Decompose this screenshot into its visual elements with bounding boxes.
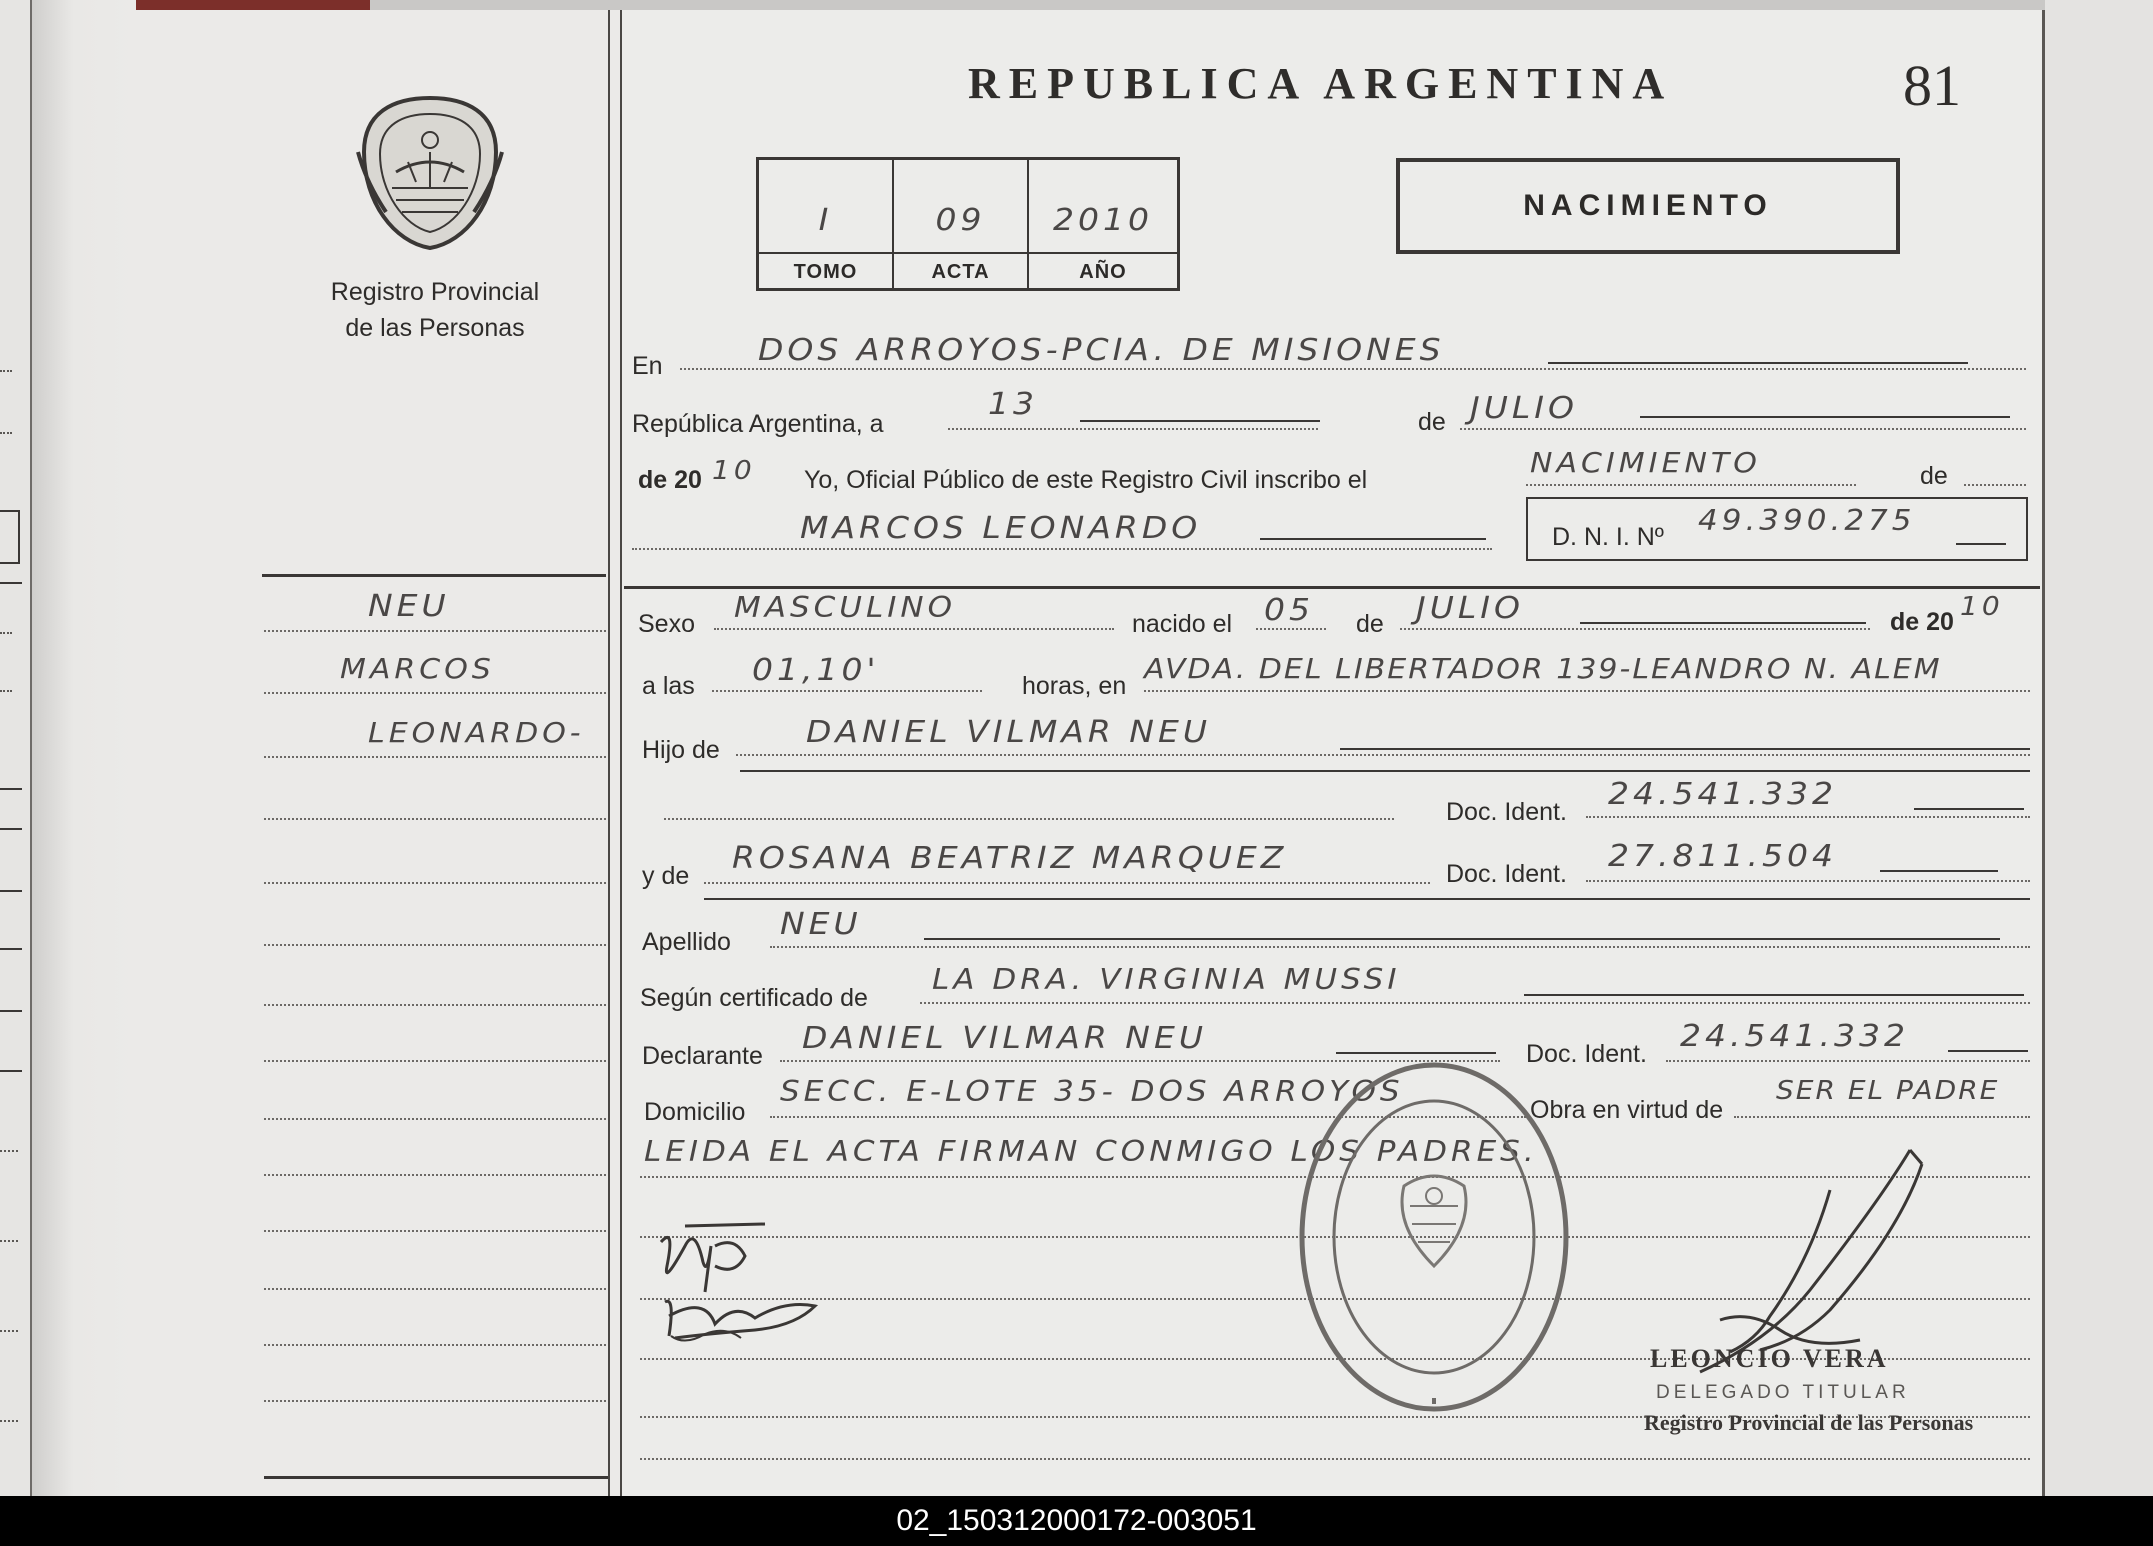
de-label-3: de xyxy=(1356,610,1384,638)
margin-line xyxy=(264,1060,606,1062)
birth-month-line xyxy=(1400,628,1870,630)
father-doc-lead-line xyxy=(664,818,1394,820)
acta-cell xyxy=(894,160,1029,288)
closing-text: LEIDA EL ACTA FIRMAN CONMIGO LOS PADRES. xyxy=(644,1135,1538,1169)
mother-rule xyxy=(704,898,2030,900)
birth-day: 05 xyxy=(1264,591,1314,628)
tomo-label: TOMO xyxy=(793,261,858,283)
record-type-box: NACIMIENTO xyxy=(1396,158,1900,254)
apellido-label: Apellido xyxy=(642,928,731,956)
acta-label: ACTA xyxy=(931,261,990,283)
margin-line xyxy=(264,692,606,694)
margin-line xyxy=(264,630,606,632)
declarante-fill-line xyxy=(1336,1052,1496,1054)
scan-file-id: 02_150312000172-003051 xyxy=(896,1504,1257,1537)
margin-surname: NEU xyxy=(368,587,450,624)
declarante-doc-fill-line xyxy=(1948,1050,2028,1052)
dni-box xyxy=(1526,497,2028,561)
country-title: REPUBLICA ARGENTINA xyxy=(968,59,1674,108)
year-suffix: 10 xyxy=(712,455,756,486)
section-rule xyxy=(624,586,2040,589)
certificado-value: LA DRA. VIRGINIA MUSSI xyxy=(932,963,1401,997)
margin-top-rule xyxy=(262,574,606,577)
margin-second-name: LEONARDO- xyxy=(368,717,585,750)
child-name-fill-line xyxy=(1260,538,1486,540)
next-page-edge xyxy=(2045,0,2153,1496)
horas-label: horas, en xyxy=(1022,672,1127,700)
event-value: NACIMIENTO xyxy=(1530,447,1761,480)
birth-place-line xyxy=(1144,690,2030,692)
place-value: DOS ARROYOS-PCIA. DE MISIONES xyxy=(758,331,1445,368)
father-doc: 24.541.332 xyxy=(1608,775,1837,812)
official-registry: Registro Provincial de las Personas xyxy=(1644,1410,1974,1435)
place-line xyxy=(680,368,2026,370)
apellido-line xyxy=(770,946,2030,948)
sexo-line xyxy=(714,628,1114,630)
birth-month-fill-line xyxy=(1580,622,1866,624)
mother-doc: 27.811.504 xyxy=(1608,837,1837,874)
day-fill-line xyxy=(1080,420,1320,422)
obra-line xyxy=(1734,1116,2030,1118)
ano-cell xyxy=(1029,160,1177,288)
provincia-de-misiones-crest-icon xyxy=(356,92,504,252)
mother-doc-line xyxy=(1586,880,2030,882)
birth-place: AVDA. DEL LIBERTADOR 139-LEANDRO N. ALEM xyxy=(1144,653,1942,686)
domicilio-value: SECC. E-LOTE 35- DOS ARROYOS xyxy=(780,1075,1404,1109)
dni-fill-line xyxy=(1956,543,2006,545)
child-name: MARCOS LEONARDO xyxy=(800,509,1202,546)
father-line xyxy=(736,754,2030,756)
margin-line xyxy=(264,1118,606,1120)
event-line xyxy=(1526,484,1856,486)
margin-line xyxy=(264,1344,606,1346)
acta-value: 09 xyxy=(935,201,986,238)
a-las-label: a las xyxy=(642,672,695,700)
blank-line xyxy=(640,1458,2030,1460)
de-label-2: de xyxy=(1920,462,1948,490)
registry-label xyxy=(290,274,580,346)
ano-value: 2010 xyxy=(1053,201,1153,238)
father-doc-fill-line xyxy=(1914,808,2024,810)
margin-line xyxy=(264,882,606,884)
nacido-label: nacido el xyxy=(1132,610,1233,638)
month-fill-line xyxy=(1640,416,2010,418)
margin-line xyxy=(264,1288,606,1290)
birth-year-suffix: 10 xyxy=(1960,591,2004,622)
time-value: 01,10' xyxy=(752,651,880,688)
father-rule xyxy=(740,770,2030,772)
oficial-text: Yo, Oficial Público de este Registro Civil inscribo el xyxy=(804,466,1368,494)
month-line xyxy=(1460,428,2026,430)
sexo-value: MASCULINO xyxy=(734,591,956,625)
margin-line xyxy=(264,1004,606,1006)
certificado-fill-line xyxy=(1524,994,2024,996)
hijo-label: Hijo de xyxy=(642,736,720,764)
y-de-label: y de xyxy=(642,862,690,890)
republic-label: República Argentina, a xyxy=(632,410,884,438)
previous-page-lines xyxy=(0,370,30,1470)
page-number: 81 xyxy=(1903,53,1961,118)
ano-label: AÑO xyxy=(1079,261,1127,283)
obra-value: SER EL PADRE xyxy=(1776,1075,2000,1106)
margin-line xyxy=(264,1230,606,1232)
margin-first-name: MARCOS xyxy=(340,653,495,686)
certificado-label: Según certificado de xyxy=(640,984,868,1012)
time-line xyxy=(712,690,982,692)
father-name: DANIEL VILMAR NEU xyxy=(806,713,1211,750)
obra-label: Obra en virtud de xyxy=(1530,1096,1724,1124)
mother-doc-label: Doc. Ident. xyxy=(1446,860,1567,888)
book-cover-edge xyxy=(110,0,370,10)
acta-reference-table xyxy=(756,157,1180,291)
domicilio-label: Domicilio xyxy=(644,1098,746,1126)
child-name-line xyxy=(632,548,1492,550)
declarante-doc-label: Doc. Ident. xyxy=(1526,1040,1647,1068)
dni-value: 49.390.275 xyxy=(1698,504,1916,538)
mother-doc-fill-line xyxy=(1880,870,1998,872)
father-doc-line xyxy=(1586,816,2030,818)
month-value: JULIO xyxy=(1470,389,1578,426)
dni-label: D. N. I. Nº xyxy=(1552,523,1664,551)
margin-line xyxy=(264,1400,606,1402)
de-label: de xyxy=(1418,408,1446,436)
place-fill-line xyxy=(1548,362,1968,364)
margin-line xyxy=(264,756,606,758)
father-fill-line xyxy=(1340,748,2030,750)
declarante-label: Declarante xyxy=(642,1042,763,1070)
registry-label-line2: de las Personas xyxy=(345,314,525,342)
official-name: LEONCIO VERA xyxy=(1650,1344,1889,1373)
margin-line xyxy=(264,818,606,820)
year-prefix: de 20 xyxy=(638,466,702,494)
tomo-cell xyxy=(759,160,894,288)
day-value: 13 xyxy=(988,385,1038,422)
line xyxy=(1964,484,2026,486)
birth-day-line xyxy=(1256,628,1326,630)
declarante-value: DANIEL VILMAR NEU xyxy=(802,1019,1207,1056)
registry-label-line1: Registro Provincial xyxy=(330,278,540,306)
official-stamp-seal xyxy=(1294,1056,1574,1418)
day-line xyxy=(948,428,1318,430)
margin-bottom-rule xyxy=(264,1476,608,1479)
tomo-value: I xyxy=(818,201,833,238)
father-doc-label: Doc. Ident. xyxy=(1446,798,1567,826)
en-label: En xyxy=(632,352,663,380)
birth-month: JULIO xyxy=(1416,589,1524,626)
parents-signatures xyxy=(645,1206,825,1366)
page-divider xyxy=(608,10,622,1496)
margin-line xyxy=(264,1174,606,1176)
book-spine xyxy=(32,0,136,1496)
margin-line xyxy=(264,944,606,946)
sexo-label: Sexo xyxy=(638,610,695,638)
mother-line xyxy=(704,882,1430,884)
apellido-value: NEU xyxy=(780,905,862,942)
apellido-fill-line xyxy=(924,938,2000,940)
certificado-line xyxy=(920,1002,2030,1004)
official-title: DELEGADO TITULAR xyxy=(1656,1382,1910,1403)
declarante-doc-line xyxy=(1666,1060,2030,1062)
declarante-doc: 24.541.332 xyxy=(1680,1017,1909,1054)
mother-name: ROSANA BEATRIZ MARQUEZ xyxy=(732,839,1288,876)
birth-year-prefix: de 20 xyxy=(1890,608,1954,636)
